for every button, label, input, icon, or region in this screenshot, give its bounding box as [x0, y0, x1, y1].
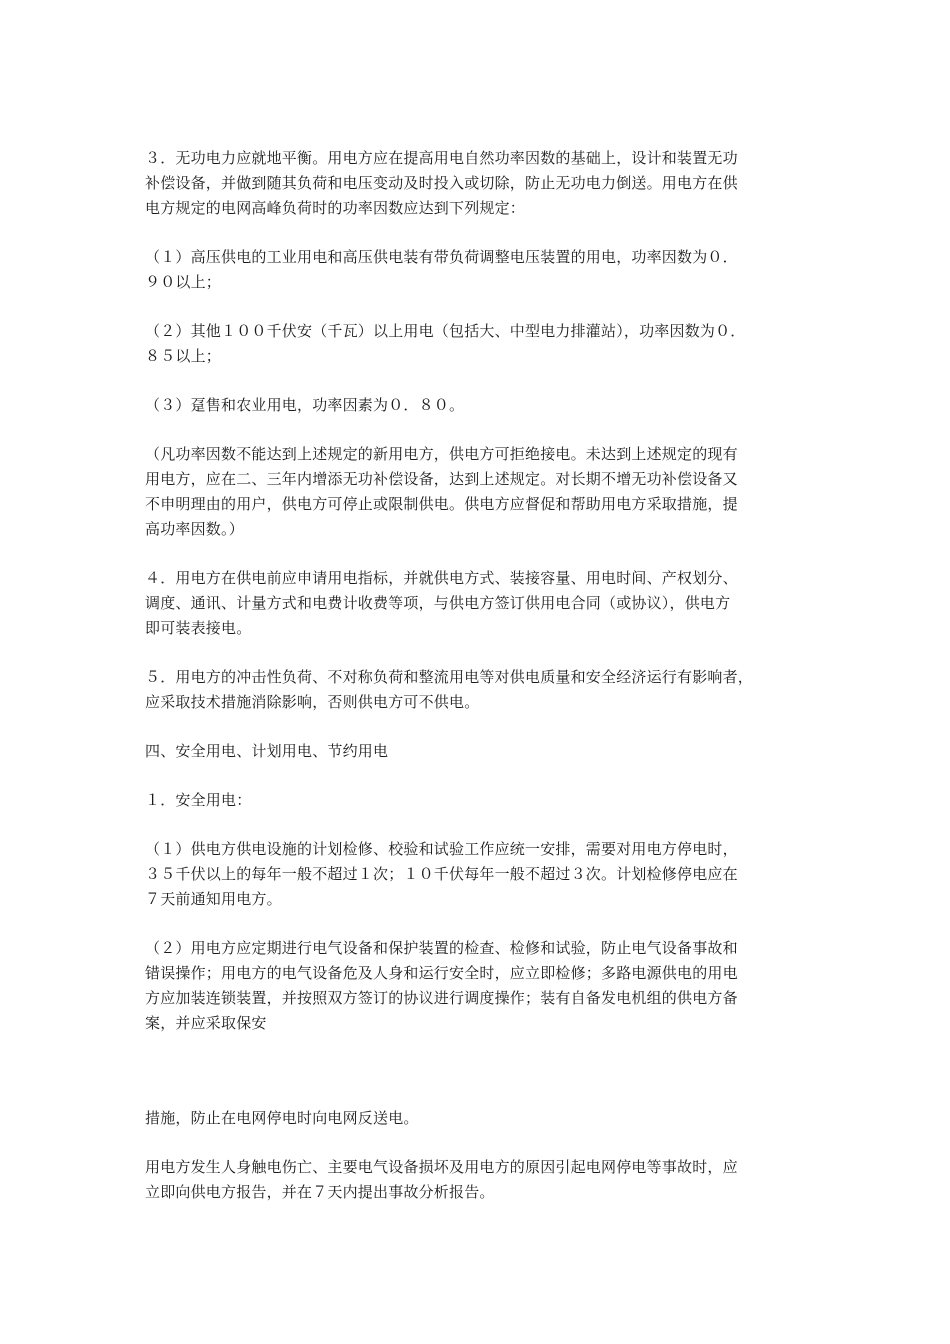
paragraph-gap	[145, 715, 825, 739]
paragraph-gap	[145, 542, 825, 566]
paragraph-gap	[145, 641, 825, 665]
text-line: １．安全用电：	[145, 791, 252, 809]
text-line: （凡功率因数不能达到上述规定的新用电方，供电方可拒绝接电。未达到上述规定的现有	[145, 445, 738, 463]
text-line: 调度、通讯、计量方式和电费计收费等项，与供电方签订供用电合同（或协议），供电方	[145, 594, 731, 612]
paragraph-measures	[145, 1106, 825, 1131]
page-break-gap	[145, 1036, 825, 1106]
paragraph-reactive-power	[145, 146, 825, 221]
paragraph-gap	[145, 813, 825, 837]
text-line: （２）其他１００千伏安（千瓦）以上用电（包括大、中型电力排灌站），功率因数为０．	[145, 322, 746, 340]
paragraph-5	[145, 665, 825, 715]
paragraph-safety-1	[145, 837, 825, 912]
paragraph-gap	[145, 418, 825, 442]
text-line: （２）用电方应定期进行电气设备和保护装置的检查、检修和试验，防止电气设备事故和	[145, 939, 738, 957]
section-heading	[145, 739, 825, 764]
paragraph-item-3	[145, 393, 825, 418]
text-line: 即可装表接电。	[145, 619, 252, 637]
text-line: 高功率因数。）	[145, 520, 244, 538]
text-line: 四、安全用电、计划用电、节约用电	[145, 742, 389, 760]
paragraph-item-2	[145, 319, 825, 369]
paragraph-gap	[145, 295, 825, 319]
paragraph-safety-2	[145, 936, 825, 1036]
text-line: 错误操作；用电方的电气设备危及人身和运行安全时，应立即检修；多路电源供电的用电	[145, 964, 738, 982]
text-line: （１）供电方供电设施的计划检修、校验和试验工作应统一安排，需要对用电方停电时，	[145, 840, 738, 858]
text-line: 补偿设备，并做到随其负荷和电压变动及时投入或切除，防止无功电力倒送。用电方在供	[145, 174, 738, 192]
paragraph-item-1	[145, 245, 825, 295]
text-line: 措施，防止在电网停电时向电网反送电。	[145, 1109, 419, 1127]
paragraph-gap	[145, 369, 825, 393]
text-line: 用电方，应在二、三年内增添无功补偿设备，达到上述规定。对长期不增无功补偿设备又	[145, 470, 738, 488]
text-line: ５．用电方的冲击性负荷、不对称负荷和整流用电等对供电质量和安全经济运行有影响者，	[145, 668, 754, 686]
paragraph-accident	[145, 1155, 825, 1205]
text-line: 案，并应采取保安	[145, 1014, 267, 1032]
text-line: （３）趸售和农业用电，功率因素为０．８０。	[145, 396, 465, 414]
paragraph-gap	[145, 1131, 825, 1155]
text-line: ９０以上；	[145, 273, 222, 291]
paragraph-gap	[145, 221, 825, 245]
paragraph-safety	[145, 788, 825, 813]
text-line: 立即向供电方报告，并在７天内提出事故分析报告。	[145, 1183, 495, 1201]
text-line: ３５千伏以上的每年一般不超过１次；１０千伏每年一般不超过３次。计划检修停电应在	[145, 865, 738, 883]
text-line: ４．用电方在供电前应申请用电指标，并就供电方式、装接容量、用电时间、产权划分、	[145, 569, 738, 587]
text-line: 用电方发生人身触电伤亡、主要电气设备损坏及用电方的原因引起电网停电等事故时，应	[145, 1158, 738, 1176]
text-line: 不申明理由的用户，供电方可停止或限制供电。供电方应督促和帮助用电方采取措施，提	[145, 495, 738, 513]
paragraph-gap	[145, 912, 825, 936]
text-line: （１）高压供电的工业用电和高压供电装有带负荷调整电压装置的用电，功率因数为０．	[145, 248, 738, 266]
text-line: 方应加装连锁装置，并按照双方签订的协议进行调度操作；装有自备发电机组的供电方备	[145, 989, 738, 1007]
text-line: ３．无功电力应就地平衡。用电方应在提高用电自然功率因数的基础上，设计和装置无功	[145, 149, 738, 167]
text-line: ７天前通知用电方。	[145, 890, 282, 908]
text-line: 电方规定的电网高峰负荷时的功率因数应达到下列规定：	[145, 199, 526, 217]
paragraph-4	[145, 566, 825, 641]
paragraph-gap	[145, 764, 825, 788]
document-page	[145, 146, 825, 1205]
paragraph-note	[145, 442, 825, 542]
text-line: 应采取技术措施消除影响，否则供电方可不供电。	[145, 693, 480, 711]
text-line: ８５以上；	[145, 347, 222, 365]
